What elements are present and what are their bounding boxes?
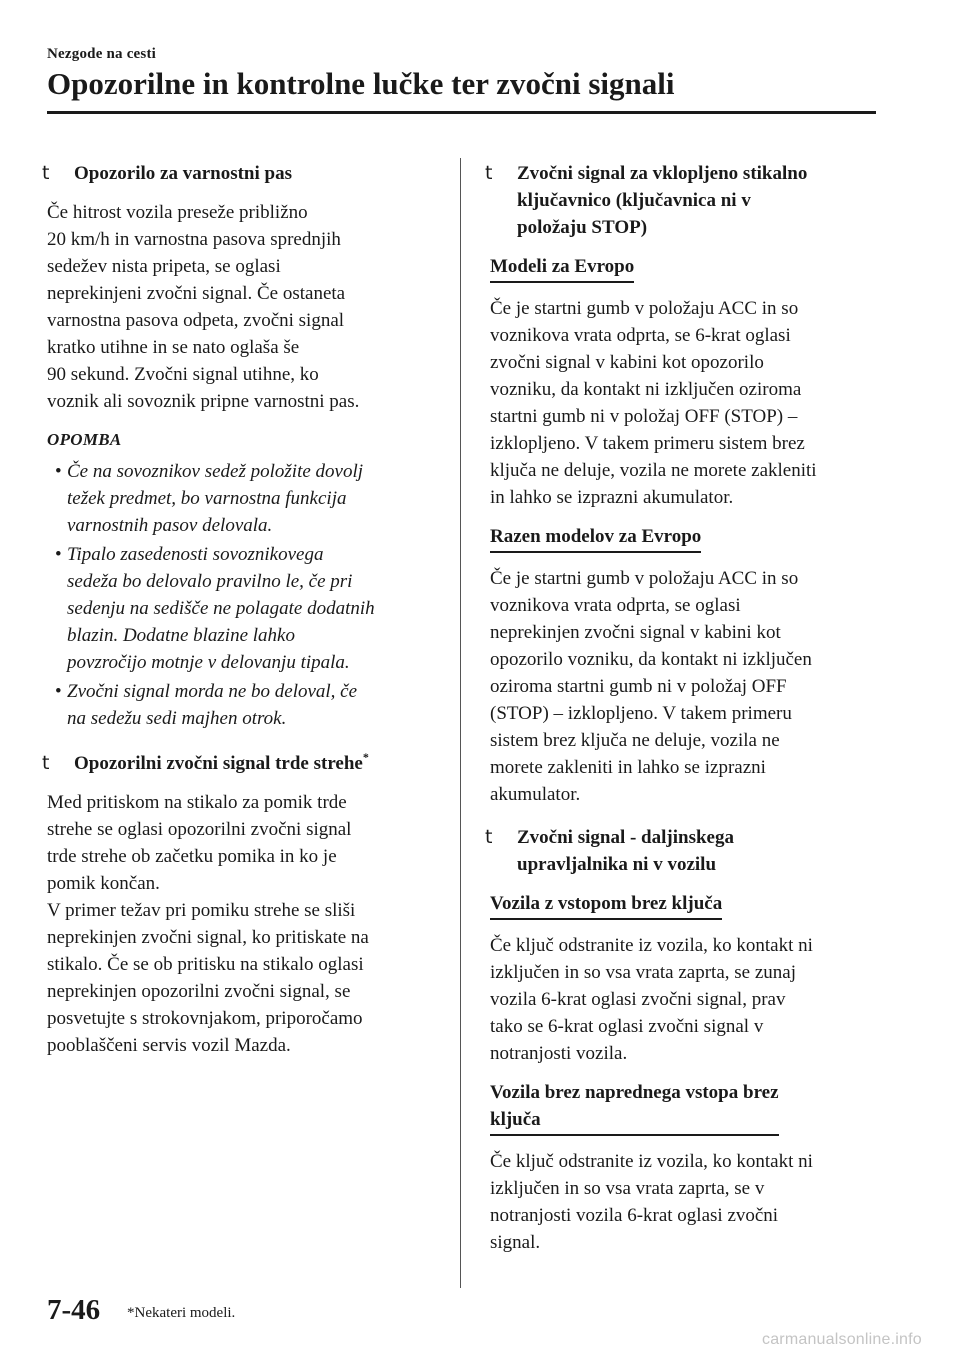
text-line: izključen in so vsa vrata zaprta, se v [490,1178,765,1199]
text-line: zvočni signal v kabini kot opozorilo [490,352,764,373]
text-line: povzročijo motnje v delovanju tipala. [67,652,350,673]
subheading-no-advanced-keyless [490,1079,779,1136]
note-item [47,541,437,676]
section-heading-line: Zvočni signal - daljinskega [517,827,734,848]
text-line: Če ključ odstranite iz vozila, ko kontakt ni [490,935,813,956]
left-column [42,160,437,1071]
section-heading-line: položaju STOP) [517,217,648,238]
subheading-keyless-entry: Vozila z vstopom brez ključa [490,890,722,920]
text-line: V primer težav pri pomiku strehe se sliši [47,900,356,921]
text-line: 90 sekund. Zvočni signal utihne, ko [47,364,319,385]
text-line: sedeža bo delovalo pravilno le, če pri [67,571,353,592]
text-line: izklopljeno. V takem primeru sistem brez [490,433,805,454]
no-advanced-keyless-paragraph [490,1148,880,1256]
footnote: *Nekateri modeli. [127,1305,236,1321]
bullet-icon: • [55,461,62,482]
subheading-non-europe: Razen modelov za Evropo [490,523,701,553]
text-line: Zvočni signal morda ne bo deloval, če [67,681,358,702]
section-heading-remote [485,824,880,878]
text-line: Če hitrost vozila preseže približno [47,202,308,223]
text-line: sedežev nista pripeta, se oglasi [47,256,281,277]
bullet-icon: • [55,544,62,565]
section-marker-icon: t [485,826,493,848]
europe-paragraph [490,295,880,511]
text-line: voznik ali sovoznik pripne varnostni pas. [47,391,360,412]
text-line: Če na sovoznikov sedež položite dovolj [67,461,364,482]
text-line: opozorilo vozniku, da kontakt ni izključen [490,649,812,670]
text-line: Med pritiskom na stikalo za pomik trde [47,792,347,813]
text-line: sedenju na sedišče ne polagate dodatnih [67,598,375,619]
text-line: akumulator. [490,784,581,805]
seatbelt-paragraph [47,199,437,415]
section-heading-line: Zvočni signal za vklopljeno stikalno [517,163,808,184]
text-line: (STOP) – izklopljeno. V takem primeru [490,703,792,724]
text-line: posvetujte s strokovnjakom, priporočamo [47,1008,363,1029]
text-line: neprekinjen zvočni signal v kabini kot [490,622,781,643]
section-heading-line: ključavnico (ključavnica ni v [517,190,751,211]
text-line: tako se 6-krat oglasi zvočni signal v [490,1016,764,1037]
text-line: neprekinjen opozorilni zvočni signal, se [47,981,351,1002]
section-heading-ignition [485,160,880,241]
text-line: kratko utihne in se nato oglaša še [47,337,300,358]
note-label: OPOMBA [47,430,122,449]
text-line: izključen in so vsa vrata zaprta, se zunaj [490,962,796,983]
text-line: Če je startni gumb v položaju ACC in so [490,298,799,319]
text-line: trde strehe ob začetku pomika in ko je [47,846,337,867]
text-line: in lahko se izprazni akumulator. [490,487,734,508]
text-line: startni gumb ni v položaj OFF (STOP) – [490,406,798,427]
text-line: 20 km/h in varnostna pasova sprednjih [47,229,341,250]
text-line: Če ključ odstranite iz vozila, ko kontakt ni [490,1151,813,1172]
section-marker-icon: t [42,752,50,774]
text-line: težek predmet, bo varnostna funkcija [67,488,347,509]
text-line: notranjosti vozila. [490,1043,628,1064]
section-heading-text: Opozorilni zvočni signal trde strehe [74,753,363,774]
keyless-entry-paragraph [490,932,880,1067]
note-item [47,458,437,539]
section-marker-icon: t [485,162,493,184]
text-line: voznikova vrata odprta, se oglasi [490,595,741,616]
text-line: strehe se oglasi opozorilni zvočni signal [47,819,352,840]
text-line: neprekinjeni zvočni signal. Če ostaneta [47,283,346,304]
text-line: Če je startni gumb v položaju ACC in so [490,568,799,589]
footnote-asterisk: * [362,750,369,764]
text-line: voznikova vrata odprta, se 6-krat oglasi [490,325,791,346]
non-europe-paragraph [490,565,880,808]
text-line: vozila 6-krat oglasi zvočni signal, prav [490,989,786,1010]
text-line: varnostna pasova odpeta, zvočni signal [47,310,345,331]
text-line: oziroma startni gumb ni v položaj OFF [490,676,787,697]
right-column [485,160,880,1268]
text-line: sistem brez ključa ne deluje, vozila ne [490,730,780,751]
subheading-europe: Modeli za Evropo [490,253,634,283]
text-line: pomik končan. [47,873,160,894]
page-title: Opozorilne in kontrolne lučke ter zvočni signali [47,66,675,101]
text-line: notranjosti vozila 6-krat oglasi zvočni [490,1205,779,1226]
text-line: pooblaščeni servis vozil Mazda. [47,1035,291,1056]
text-line: na sedežu sedi majhen otrok. [67,708,287,729]
note-item [47,678,437,732]
text-line: varnostnih pasov delovala. [67,515,273,536]
text-line: signal. [490,1232,541,1253]
subheading-line: Vozila brez naprednega vstopa brez [490,1082,779,1103]
section-heading-hardtop [42,750,437,777]
section-heading-line: upravljalnika ni v vozilu [517,854,717,875]
column-divider [460,158,461,1288]
subheading-line: ključa [490,1109,541,1130]
text-line: blazin. Dodatne blazine lahko [67,625,295,646]
text-line: Tipalo zasedenosti sovoznikovega [67,544,324,565]
text-line: morete zakleniti in lahko se izprazni [490,757,766,778]
bullet-icon: • [55,681,62,702]
text-line: stikalo. Če se ob pritisku na stikalo oglasi [47,954,364,975]
hardtop-paragraph [47,789,437,1059]
section-heading-seatbelt [42,160,437,187]
chapter-label: Nezgode na cesti [47,46,157,62]
page-number: 7-46 [47,1294,101,1326]
watermark: carmanualsonline.info [762,1331,922,1348]
text-line: ključa ne deluje, vozila ne morete zakleniti [490,460,817,481]
title-underline [47,111,876,114]
text-line: vozniku, da kontakt ni izključen oziroma [490,379,802,400]
section-heading-text: Opozorilo za varnostni pas [74,163,292,184]
text-line: neprekinjen zvočni signal, ko pritiskate na [47,927,369,948]
section-marker-icon: t [42,162,50,184]
